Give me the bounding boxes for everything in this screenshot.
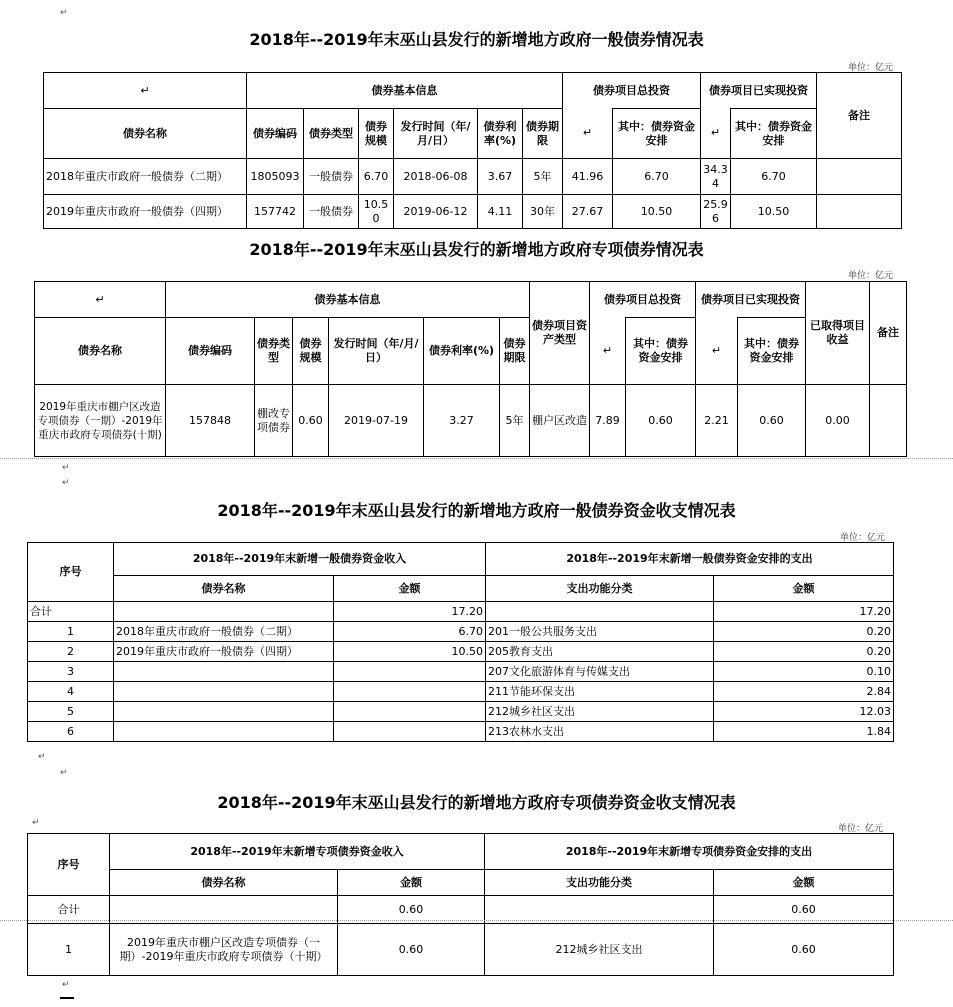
table2-total-empty: ↵ — [590, 318, 626, 385]
seq: 3 — [28, 662, 114, 682]
table2-asset-type-header: 债券项目资产类型 — [530, 282, 590, 385]
special-bond-table — [34, 281, 907, 457]
seq: 5 — [28, 702, 114, 722]
table2-basic-info-header: 债券基本信息 — [166, 282, 530, 318]
expense-func: 212城乡社区支出 — [486, 702, 714, 722]
table1-basic-info-header: 债券基本信息 — [247, 73, 563, 109]
table-row — [44, 159, 902, 195]
table4-title: 2018年--2019年末巫山县发行的新增地方政府专项债券资金收支情况表 — [217, 793, 736, 812]
bond-name: 2018年重庆市政府一般债券（二期） — [114, 622, 334, 642]
table4-func-header: 支出功能分类 — [485, 870, 714, 896]
bond-rate: 4.11 — [478, 195, 523, 229]
bond-name: 2018年重庆市政府一般债券（二期） — [44, 159, 247, 195]
bond-type: 棚改专项债券 — [255, 385, 293, 457]
table1-code-header: 债券编码 — [247, 109, 304, 159]
table3-expense-header: 2018年--2019年末新增一般债券资金安排的支出 — [486, 543, 894, 576]
expense-func: 213农林水支出 — [486, 722, 714, 742]
bond-name — [114, 722, 334, 742]
table4-amount-header: 金额 — [338, 870, 485, 896]
general-bond-fund-table — [27, 542, 894, 742]
table3-seq-header: 序号 — [28, 543, 114, 602]
project-income: 0.00 — [806, 385, 870, 457]
unit-label: 单位：亿元 — [848, 63, 894, 73]
table4-seq-header: 序号 — [28, 834, 110, 896]
table4-amount2-header: 金额 — [714, 870, 894, 896]
table2-term-header: 债券期限 — [500, 318, 530, 385]
remark — [817, 195, 902, 229]
total-label: 合计 — [28, 602, 114, 622]
realized-invest: 34.34 — [701, 159, 731, 195]
table2-title: 2018年--2019年末巫山县发行的新增地方政府专项债券情况表 — [249, 240, 704, 259]
expense-amount: 2.84 — [714, 682, 894, 702]
table1-scale-header: 债券规模 — [359, 109, 394, 159]
paragraph-mark: ↵ — [60, 768, 68, 778]
table2-remark-header: 备注 — [870, 282, 907, 385]
table3-amount2-header: 金额 — [714, 576, 894, 602]
bond-name: 2019年重庆市政府一般债券（四期） — [114, 642, 334, 662]
bond-name — [114, 682, 334, 702]
bond-name — [114, 662, 334, 682]
unit-label: 单位：亿元 — [838, 824, 884, 834]
bond-term: 5年 — [500, 385, 530, 457]
total-income: 17.20 — [334, 602, 486, 622]
table2-date-header: 发行时间（年/月/日） — [329, 318, 424, 385]
income-amount — [334, 702, 486, 722]
realized-invest-bond: 0.60 — [738, 385, 806, 457]
paragraph-mark: ↵ — [60, 8, 68, 18]
bond-scale: 10.50 — [359, 195, 394, 229]
income-amount: 6.70 — [334, 622, 486, 642]
page-break-line — [0, 458, 953, 459]
bond-rate: 3.27 — [424, 385, 500, 457]
table-row — [28, 722, 894, 742]
table2-income-header: 已取得项目收益 — [806, 282, 870, 385]
bond-name: 2019年重庆市棚户区改造专项债券（一期）-2019年重庆市政府专项债券（十期） — [110, 924, 338, 976]
realized-invest: 25.96 — [701, 195, 731, 229]
expense-amount: 0.10 — [714, 662, 894, 682]
table2-code-header: 债券编码 — [166, 318, 255, 385]
table3-func-header: 支出功能分类 — [486, 576, 714, 602]
table1-type-header: 债券类型 — [304, 109, 359, 159]
table2-realized-header: 债券项目已实现投资 — [696, 282, 806, 318]
seq: 4 — [28, 682, 114, 702]
bond-name — [114, 702, 334, 722]
total-income: 0.60 — [338, 896, 485, 924]
bond-code: 157848 — [166, 385, 255, 457]
income-amount — [334, 662, 486, 682]
bond-term: 30年 — [523, 195, 563, 229]
paragraph-mark: ↵ — [62, 478, 70, 488]
table1-date-header: 发行时间（年/月/日） — [394, 109, 478, 159]
table1-name-header: 债券名称 — [44, 109, 247, 159]
paragraph-mark: ↵ — [32, 818, 40, 828]
table1-total-sub-header: 其中：债券资金安排 — [613, 109, 701, 159]
table2-total-invest-header: 债券项目总投资 — [590, 282, 696, 318]
expense-func: 207文化旅游体育与传媒支出 — [486, 662, 714, 682]
table-row — [44, 195, 902, 229]
table3-title: 2018年--2019年末巫山县发行的新增地方政府一般债券资金收支情况表 — [217, 501, 736, 520]
table4-expense-header: 2018年--2019年末新增专项债券资金安排的支出 — [485, 834, 894, 870]
total-invest: 41.96 — [563, 159, 613, 195]
total-expense: 17.20 — [714, 602, 894, 622]
realized-invest-bond: 6.70 — [731, 159, 817, 195]
income-amount — [334, 682, 486, 702]
realized-invest-bond: 10.50 — [731, 195, 817, 229]
table2-realized-empty: ↵ — [696, 318, 738, 385]
remark — [817, 159, 902, 195]
issue-date: 2018-06-08 — [394, 159, 478, 195]
expense-amount: 1.84 — [714, 722, 894, 742]
table1-realized-sub-header: 其中：债券资金安排 — [731, 109, 817, 159]
expense-func: 205教育支出 — [486, 642, 714, 662]
income-amount: 10.50 — [334, 642, 486, 662]
bond-type: 一般债券 — [304, 195, 359, 229]
issue-date: 2019-07-19 — [329, 385, 424, 457]
table2-scale-header: 债券规模 — [293, 318, 329, 385]
table1-remark-header: 备注 — [817, 73, 902, 159]
income-amount: 0.60 — [338, 924, 485, 976]
table2-name-header: 债券名称 — [35, 318, 166, 385]
asset-type: 棚户区改造 — [530, 385, 590, 457]
bond-code: 1805093 — [247, 159, 304, 195]
table1-total-invest-header: 债券项目总投资 — [563, 73, 701, 109]
table-row — [35, 385, 907, 457]
paragraph-mark: ↵ — [62, 463, 70, 473]
table2-rate-header: 债券利率(%) — [424, 318, 500, 385]
general-bond-table — [43, 72, 902, 229]
table1-total-empty: ↵ — [563, 109, 613, 159]
table3-amount-header: 金额 — [334, 576, 486, 602]
bond-code: 157742 — [247, 195, 304, 229]
total-invest: 7.89 — [590, 385, 626, 457]
income-amount — [334, 722, 486, 742]
seq: 6 — [28, 722, 114, 742]
table3-income-header: 2018年--2019年末新增一般债券资金收入 — [114, 543, 486, 576]
expense-func: 212城乡社区支出 — [485, 924, 714, 976]
total-row — [28, 602, 894, 622]
table3-bond-name-header: 债券名称 — [114, 576, 334, 602]
expense-func: 211节能环保支出 — [486, 682, 714, 702]
table-row — [28, 622, 894, 642]
bond-type: 一般债券 — [304, 159, 359, 195]
total-invest-bond: 6.70 — [613, 159, 701, 195]
paragraph-mark: ↵ — [62, 980, 70, 990]
page-break-line — [0, 920, 953, 921]
table4-income-header: 2018年--2019年末新增专项债券资金收入 — [110, 834, 485, 870]
total-label: 合计 — [28, 896, 110, 924]
seq: 2 — [28, 642, 114, 662]
bond-name: 2019年重庆市政府一般债券（四期） — [44, 195, 247, 229]
paragraph-mark: ↵ — [38, 752, 46, 762]
table2-total-sub-header: 其中：债券资金安排 — [626, 318, 696, 385]
table1-rate-header: 债券利率(%) — [478, 109, 523, 159]
total-invest-bond: 10.50 — [613, 195, 701, 229]
expense-func: 201一般公共服务支出 — [486, 622, 714, 642]
unit-label: 单位：亿元 — [848, 271, 894, 281]
table-row — [28, 702, 894, 722]
expense-amount: 0.60 — [714, 924, 894, 976]
table1-term-header: 债券期限 — [523, 109, 563, 159]
expense-amount: 0.20 — [714, 642, 894, 662]
seq: 1 — [28, 622, 114, 642]
table-row — [28, 924, 894, 976]
table2-realized-sub-header: 其中：债券资金安排 — [738, 318, 806, 385]
table1-realized-header: 债券项目已实现投资 — [701, 73, 817, 109]
realized-invest: 2.21 — [696, 385, 738, 457]
table2-type-header: 债券类型 — [255, 318, 293, 385]
bond-term: 5年 — [523, 159, 563, 195]
table-row — [28, 642, 894, 662]
table-row — [28, 662, 894, 682]
bottom-dash — [60, 997, 74, 999]
table1-title: 2018年--2019年末巫山县发行的新增地方政府一般债券情况表 — [249, 30, 704, 49]
table4-bond-name-header: 债券名称 — [110, 870, 338, 896]
bond-name: 2019年重庆市棚户区改造专项债券（一期）-2019年重庆市政府专项债券(十期) — [35, 385, 166, 457]
seq: 1 — [28, 924, 110, 976]
special-bond-fund-table — [27, 833, 894, 976]
unit-label: 单位：亿元 — [840, 533, 886, 543]
table1-realized-empty: ↵ — [701, 109, 731, 159]
bond-scale: 0.60 — [293, 385, 329, 457]
total-invest: 27.67 — [563, 195, 613, 229]
bond-rate: 3.67 — [478, 159, 523, 195]
remark — [870, 385, 907, 457]
table1-header-spacer: ↵ — [44, 73, 247, 109]
expense-amount: 0.20 — [714, 622, 894, 642]
issue-date: 2019-06-12 — [394, 195, 478, 229]
total-invest-bond: 0.60 — [626, 385, 696, 457]
expense-amount: 12.03 — [714, 702, 894, 722]
bond-scale: 6.70 — [359, 159, 394, 195]
total-expense: 0.60 — [714, 896, 894, 924]
table2-header-spacer: ↵ — [35, 282, 166, 318]
table-row — [28, 682, 894, 702]
